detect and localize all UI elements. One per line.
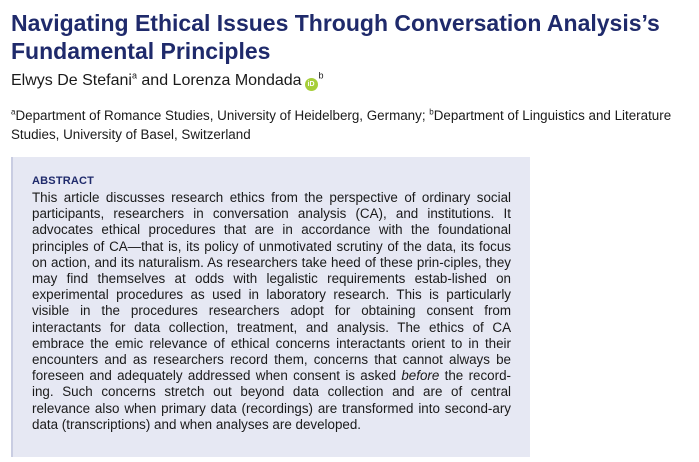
abstract-text: This article discusses research ethics from the perspective of ordinary social participants, researchers in conversation analysis (CA), and institutions. It advocates ethical procedures that are in accordance with the foundational principles of CA—that is, its policy of unmotivated scrutiny of the data, its focus on action, and its naturalism. As researchers take heed of these prin-ciples, they may find themselves at odds with legalistic requirements estab-lished on experimental procedures as used in laboratory research. This is particularly visible in the procedures researchers adopt for obtaining consent from interactants for data collection, treatment, and analysis. The ethics of CA embrace the emic relevance of ethical concerns interactants orient to in their encounters and as researchers record them, concerns that cannot always be foreseen and adequately addressed when consent is asked xyxy=(32,190,511,384)
orcid-icon[interactable]: iD xyxy=(305,78,318,91)
author-line xyxy=(11,71,691,91)
author-joiner: and xyxy=(136,72,173,89)
affiliation-mark: b xyxy=(318,70,324,81)
abstract-text: the record-ing. Such concerns stretch out beyond data collection and are of central relevance also when primary data (recordings) are transformed into second-ary data (transcriptions) and when analyses are developed. xyxy=(32,368,511,432)
article-title: Navigating Ethical Issues Through Conversation Analysis’s Fundamental Principles xyxy=(11,10,660,64)
abstract-body xyxy=(32,190,511,433)
abstract-heading: ABSTRACT xyxy=(32,175,95,187)
affiliations xyxy=(11,106,691,144)
affiliation-mark: a xyxy=(11,107,16,117)
affiliation-text: Department of Linguistics and Literature Studies, University of Basel, Switzerland xyxy=(11,108,672,142)
abstract-emphasis: before xyxy=(401,368,440,384)
affiliation-text: Department of Romance Studies, University of Heidelberg, Germany; xyxy=(15,108,430,123)
affiliation-mark: a xyxy=(131,70,137,81)
author-name[interactable]: Lorenza Mondada xyxy=(172,72,302,89)
author-name[interactable]: Elwys De Stefani xyxy=(11,72,132,89)
affiliation-mark: b xyxy=(429,107,434,117)
